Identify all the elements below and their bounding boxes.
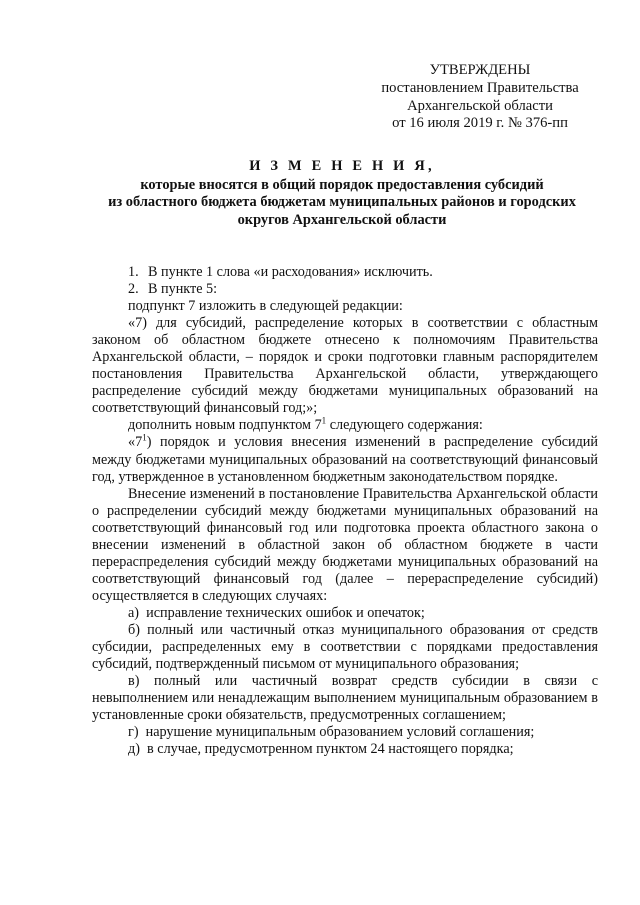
approval-stamp xyxy=(340,62,620,133)
item-2-text: В пункте 5: xyxy=(148,281,218,298)
paragraph-case-a: а) исправление технических ошибок и опечаток; xyxy=(128,604,425,621)
heading-line-2: из областного бюджета бюджетам муниципальных районов и городских xyxy=(108,194,576,211)
add-subpoint-sup: 1 xyxy=(321,415,327,426)
heading-title: И З М Е Н Е Н И Я, xyxy=(249,158,435,174)
paragraph-case-v: в) полный или частичный возврат средств субсидии в связи с невыполнением или ненадлежащим выполнением муниципальным образованием в установленные сроки обязательств, предусмотренных соглашением; xyxy=(92,673,598,724)
heading-line-3: округов Архангельской области xyxy=(237,211,447,228)
paragraph-case-d: д) в случае, предусмотренном пунктом 24 настоящего порядка; xyxy=(128,741,514,758)
item-2 xyxy=(92,281,598,298)
paragraph-quote-7: «7) для субсидий, распределение которых в соответствии с областным законом об областном бюджете отнесено к полномочиям Правительства Архангельской области, – порядок и сроки подготовки главным распорядителем постановления Правительства Архангельской области, утверждающего распределение субсидий между бюджетами муниципальных образований на соответствующий финансовый год;»; xyxy=(92,315,598,417)
document-heading xyxy=(92,158,592,229)
add-subpoint-pre: дополнить новым подпунктом 7 xyxy=(128,417,322,434)
approval-line-4: от 16 июля 2019 г. № 376-пп xyxy=(392,115,568,132)
document-body xyxy=(92,264,598,758)
paragraph-add-subpoint xyxy=(92,417,598,434)
approval-line-3: Архангельской области xyxy=(407,97,553,114)
paragraph-quote-7-1 xyxy=(92,434,598,485)
quote-7-1-sup: 1 xyxy=(142,432,147,443)
paragraph-subpoint-7: подпункт 7 изложить в следующей редакции: xyxy=(128,298,403,315)
approval-line-1: УТВЕРЖДЕНЫ xyxy=(429,62,531,78)
item-1 xyxy=(92,264,598,281)
item-1-number: 1. xyxy=(128,264,139,280)
heading-line-1: которые вносятся в общий порядок предоставления субсидий xyxy=(140,176,544,193)
item-1-text: В пункте 1 слова «и расходования» исключить. xyxy=(148,264,433,280)
quote-7-1-pre: «7 xyxy=(128,434,143,451)
quote-7-1-post: ) порядок и условия внесения изменений в распределение субсидий между бюджетами муниципальных образований на соответствующий финансовый год, утвержденное в установленном бюджетным законодательством порядке. xyxy=(92,434,598,485)
paragraph-case-g: г) нарушение муниципальным образованием условий соглашения; xyxy=(128,724,535,741)
paragraph-case-b: б) полный или частичный отказ муниципального образования от средств субсидии, распределенных ему в соответствии с порядками предоставления субсидий, подтвержденный письмом от муниципального образования; xyxy=(92,621,598,673)
item-2-number: 2. xyxy=(128,281,139,298)
paragraph-changes: Внесение изменений в постановление Правительства Архангельской области о распределении субсидий между бюджетами муниципальных образований на соответствующий финансовый год или подготовка проекта областного закона о внесении изменений в областной закон об областном бюджете в части перераспределения субсидий между бюджетами муниципальных образований на соответствующий финансовый год (далее – перераспределение субсидий) осуществляется в следующих случаях: xyxy=(92,485,598,604)
approval-line-2: постановлением Правительства xyxy=(381,79,579,96)
add-subpoint-post: следующего содержания: xyxy=(326,417,483,434)
